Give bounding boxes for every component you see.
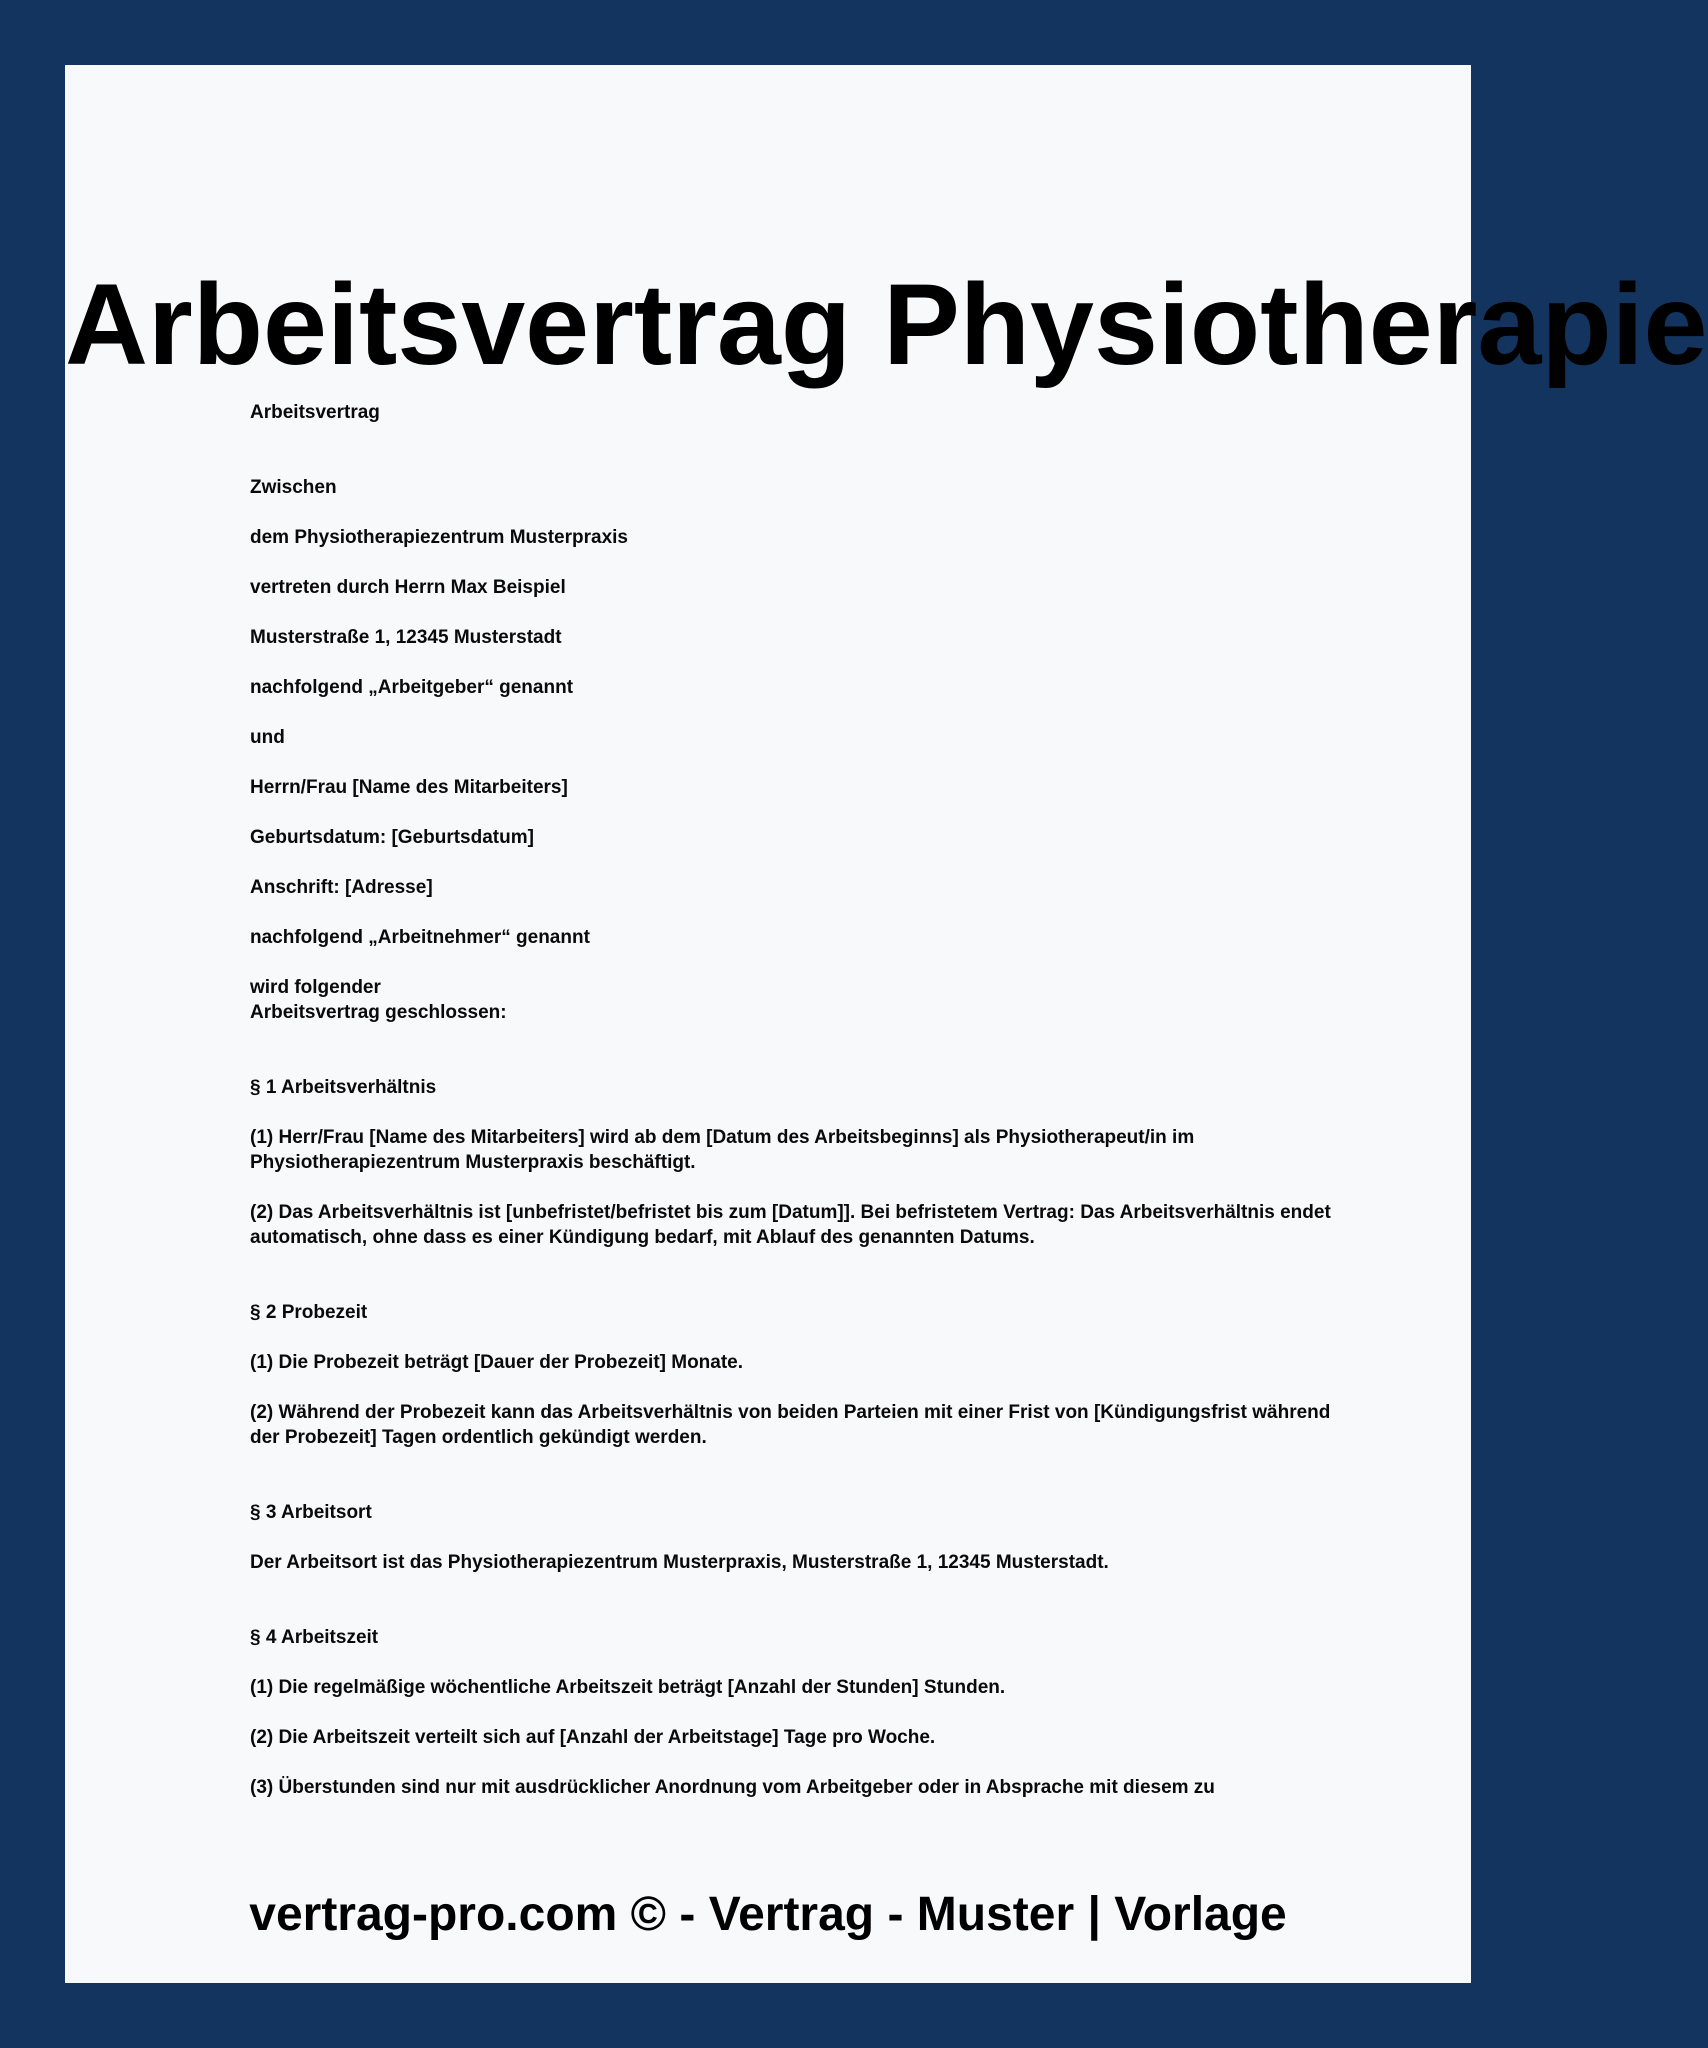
party-line: Anschrift: [Adresse] <box>250 877 433 898</box>
party-line: Zwischen <box>250 477 337 498</box>
section-heading: § 1 Arbeitsverhältnis <box>250 1077 437 1098</box>
section-2 <box>250 1300 1340 1450</box>
section-paragraph: (3) Überstunden sind nur mit ausdrücklicher Anordnung vom Arbeitgeber oder in Absprache mit diesem zu <box>250 1777 1215 1798</box>
section-paragraph: (1) Die regelmäßige wöchentliche Arbeitszeit beträgt [Anzahl der Stunden] Stunden. <box>250 1677 1006 1698</box>
parties-block <box>250 475 1340 1025</box>
section-4 <box>250 1625 1340 1800</box>
section-paragraph: Der Arbeitsort ist das Physiotherapiezentrum Musterpraxis, Musterstraße 1, 12345 Musterstadt. <box>250 1552 1109 1573</box>
section-paragraph: (1) Herr/Frau [Name des Mitarbeiters] wird ab dem [Datum des Arbeitsbeginns] als Physiotherapeut/in im Physiotherapiezentrum Musterpraxis beschäftigt. <box>250 1127 1195 1173</box>
document-page <box>65 65 1708 1983</box>
section-heading: § 3 Arbeitsort <box>250 1502 372 1523</box>
intro-line-2: Arbeitsvertrag geschlossen: <box>250 1002 507 1023</box>
party-line: Musterstraße 1, 12345 Musterstadt <box>250 627 562 648</box>
section-paragraph: (2) Die Arbeitszeit verteilt sich auf [Anzahl der Arbeitstage] Tage pro Woche. <box>250 1727 936 1748</box>
section-paragraph: (1) Die Probezeit beträgt [Dauer der Probezeit] Monate. <box>250 1352 744 1373</box>
section-3 <box>250 1500 1340 1575</box>
party-line: dem Physiotherapiezentrum Musterpraxis <box>250 527 628 548</box>
section-1 <box>250 1075 1340 1250</box>
footer-watermark: vertrag-pro.com © - Vertrag - Muster | Vorlage <box>249 1888 1287 1941</box>
section-heading: § 2 Probezeit <box>250 1302 368 1323</box>
section-paragraph: (2) Während der Probezeit kann das Arbeitsverhältnis von beiden Parteien mit einer Frist von [Kündigungsfrist während der Probezeit] Tagen ordentlich gekündigt werden. <box>250 1402 1331 1448</box>
intro-line-1: wird folgender <box>250 977 381 998</box>
party-line: Geburtsdatum: [Geburtsdatum] <box>250 827 534 848</box>
section-heading: § 4 Arbeitszeit <box>250 1627 379 1648</box>
party-line: nachfolgend „Arbeitgeber“ genannt <box>250 677 574 698</box>
party-line: vertreten durch Herrn Max Beispiel <box>250 577 566 598</box>
document-title-text: Arbeitsvertrag Physiotherapie <box>65 261 1708 389</box>
intro-text <box>250 975 1340 1025</box>
contract-heading: Arbeitsvertrag <box>250 402 380 423</box>
party-line: nachfolgend „Arbeitnehmer“ genannt <box>250 927 590 948</box>
contract-body <box>250 400 1340 1825</box>
party-line: Herrn/Frau [Name des Mitarbeiters] <box>250 777 568 798</box>
document-title <box>65 250 1708 400</box>
section-paragraph: (2) Das Arbeitsverhältnis ist [unbefristet/befristet bis zum [Datum]]. Bei befristetem Vertrag: Das Arbeitsverhältnis endet automatisch, ohne dass es einer Kündigung bedarf, mit Ablauf des genannten Datums. <box>250 1202 1331 1248</box>
party-line: und <box>250 727 285 748</box>
